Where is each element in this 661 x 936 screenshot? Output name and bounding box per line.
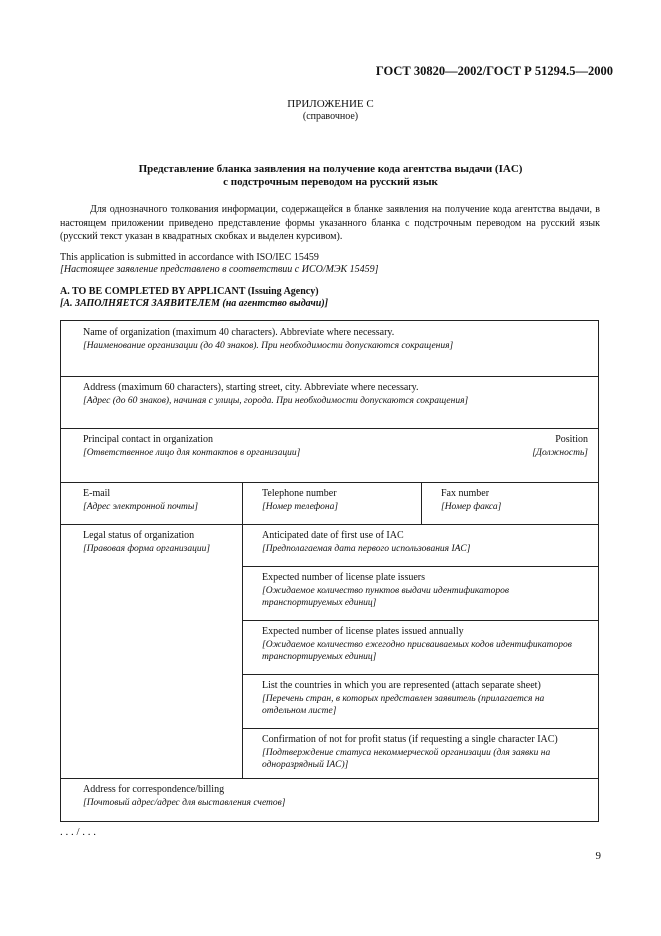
plates-translation: [Ожидаемое количество ежегодно присваиваемых кодов идентификаторов транспортируемых единиц] [262, 639, 572, 662]
intro-paragraph: Для однозначного толкования информации, содержащейся в бланке заявления на получение кода агентства выдачи, в настоящем приложении приведено представление формы указанного бланка с подстрочным переводом на русский язык (русский текст указан в квадратных скобках и выделен курсивом). [60, 204, 600, 242]
contact-label: Principal contact in organization [83, 434, 214, 445]
section-title-line1: Представление бланка заявления на получение кода агентства выдачи (IAC) [138, 163, 523, 175]
first-use-translation: [Предполагаемая дата первого использования IAC] [262, 543, 471, 554]
nonprofit-label: Confirmation of not for profit status (if requesting a single character IAC) [262, 734, 558, 745]
correspondence-label: Address for correspondence/billing [83, 784, 225, 795]
appendix-title: ПРИЛОЖЕНИЕ С [287, 98, 374, 110]
page-number: 9 [595, 850, 601, 862]
section-title-line2: с подстрочным переводом на русский язык [223, 176, 438, 188]
email-field[interactable] [61, 482, 242, 524]
correspondence-translation: [Почтовый адрес/адрес для выставления счетов] [83, 797, 286, 808]
plates-field[interactable] [242, 620, 598, 674]
nonprofit-translation: [Подтверждение статуса некоммерческой организации (для заявки на одноразрядный IAC)] [262, 747, 551, 770]
org-name-label: Name of organization (maximum 40 characters). Abbreviate where necessary. [83, 327, 395, 338]
first-use-label: Anticipated date of first use of IAC [262, 530, 404, 541]
fax-field[interactable] [421, 482, 598, 524]
appendix-subtitle: (справочное) [302, 111, 359, 122]
first-use-field[interactable] [242, 524, 598, 566]
org-name-field[interactable] [61, 321, 598, 376]
contact-field[interactable] [61, 428, 598, 482]
phone-field[interactable] [242, 482, 421, 524]
legal-status-field[interactable] [61, 524, 242, 778]
fax-translation: [Номер факса] [441, 501, 502, 512]
issuers-label: Expected number of license plate issuers [262, 572, 425, 583]
continuation-mark: . . . / . . . [60, 826, 97, 838]
address-translation: [Адрес (до 60 знаков), начиная с улицы, города. При необходимости допускаются сокращения] [83, 395, 469, 406]
address-field[interactable] [61, 376, 598, 428]
position-label: Position [555, 434, 588, 445]
correspondence-field[interactable] [61, 778, 598, 821]
countries-translation: [Перечень стран, в которых представлен заявитель (прилагается на отдельном листе] [262, 693, 545, 716]
phone-label: Telephone number [262, 488, 337, 499]
legal-status-label: Legal status of organization [83, 530, 195, 541]
fax-label: Fax number [441, 488, 490, 499]
phone-translation: [Номер телефона] [262, 501, 339, 512]
org-name-translation: [Наименование организации (до 40 знаков). При необходимости допускаются сокращения] [83, 340, 454, 351]
legal-status-translation: [Правовая форма организации] [83, 543, 211, 554]
issuers-translation: [Ожидаемое количество пунктов выдачи идентификаторов транспортируемых единиц] [262, 585, 510, 608]
part-a-en: A. TO BE COMPLETED BY APPLICANT (Issuing Agency) [60, 286, 319, 297]
application-form [60, 320, 599, 822]
position-translation: [Должность] [532, 447, 588, 458]
countries-field[interactable] [242, 674, 598, 728]
part-a-ru: [А. ЗАПОЛНЯЕТСЯ ЗАЯВИТЕЛЕМ (на агентство выдачи)] [60, 298, 329, 309]
email-label: E-mail [83, 488, 111, 499]
plates-label: Expected number of license plates issued annually [262, 626, 464, 637]
nonprofit-field[interactable] [242, 728, 598, 778]
document-number: ГОСТ 30820—2002/ГОСТ Р 51294.5—2000 [375, 64, 613, 78]
contact-translation: [Ответственное лицо для контактов в организации] [83, 447, 301, 458]
countries-label: List the countries in which you are represented (attach separate sheet) [262, 680, 541, 691]
issuers-field[interactable] [242, 566, 598, 620]
email-translation: [Адрес электронной почты] [83, 501, 199, 512]
submission-en: This application is submitted in accordance with ISO/IEC 15459 [60, 252, 319, 263]
address-label: Address (maximum 60 characters), starting street, city. Abbreviate where necessary. [83, 382, 419, 393]
submission-ru: [Настоящее заявление представлено в соответствии с ИСО/МЭК 15459] [60, 264, 379, 275]
